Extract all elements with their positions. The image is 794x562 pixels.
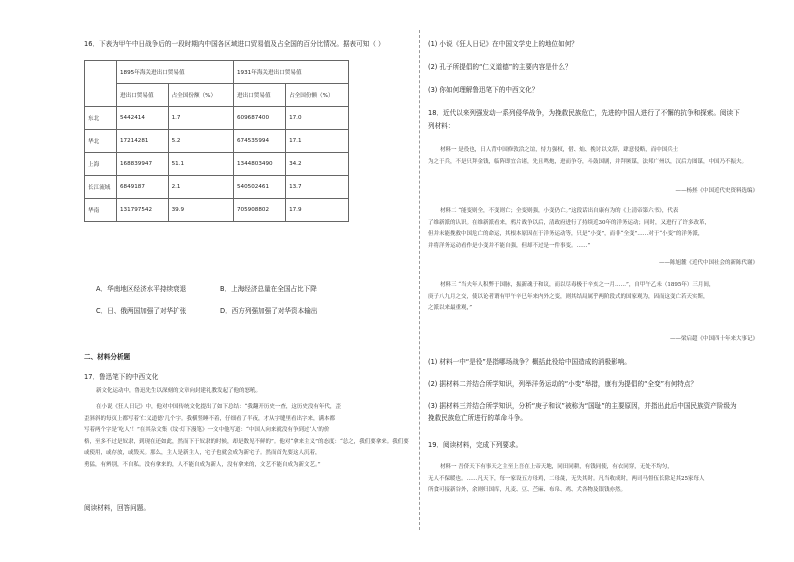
- text-line: 材料一 是役也，日人背中国修敦洽之谊，恃力强权，借、灿、挽讨以文辞，肆意侵略，而中国兵士: [440, 147, 679, 153]
- option-b[interactable]: B．上海经济总量在全国占比下降: [220, 285, 317, 293]
- question-18-line1: 18．近代以来列强发动一系列侵华战争，为挽救民族危亡，先进的中国人进行了不懈的抗争和探索。阅读下: [428, 109, 740, 117]
- material-18-1: [428, 145, 758, 168]
- header-1931: 1931年海关进出口贸易值: [234, 61, 349, 84]
- subheader-value-1931: 进出口贸易值: [234, 84, 286, 107]
- text-line: 了维新派的认识。在维新派看来，鸦片战争以后，清政府进行了持续近30年的洋务运动；同时，又进行了许多改革，: [428, 219, 711, 226]
- cell-value-1931: 705908802: [234, 199, 286, 222]
- citation-3: ——梁启超《中国四十年来大事记》: [669, 336, 758, 342]
- text-line: 无人不保暖也。……凡天下，每一家设五方母鸡，二母彘，无失其时。凡当收成时，两司马督伍长除足其25家每人: [428, 475, 705, 482]
- question-19: 19．阅读材料，完成下列要求。: [428, 441, 523, 449]
- material-19-1: [428, 462, 758, 497]
- row-region: 东北: [85, 107, 117, 130]
- text-line: 所食可接新谷外，余则归国库，凡麦、豆、苎麻、布帛、鸡、犬各物及银钱亦然。: [428, 487, 627, 494]
- question-17: 17．鲁迅笔下的中西文化: [84, 373, 159, 381]
- cell-value-1895: 5442414: [117, 107, 169, 130]
- cell-share-1931: 17.1: [286, 130, 349, 153]
- table-row: [85, 199, 349, 222]
- question-18-1: (1) 材料一中“是役”是指哪场战争？概括此役给中国造成的消极影响。: [428, 358, 631, 366]
- question-17-2: (2) 孔子所提倡的“仁义道德”的主要内容是什么？: [428, 63, 572, 71]
- question-17-3: (3) 你如何理解鲁迅笔下的中西文化？: [428, 86, 539, 94]
- question-18-2: (2) 据材料二并结合所学知识，列举洋务运动的“小变”举措，康有为提倡的“全变”有何特点？: [428, 380, 698, 388]
- text-line: 材料三 “当夫年人积弊于国脉，振新魂于和议，而以尽毒极于辛亥之一月……”，自甲午乙未（1895年）三月间，: [440, 282, 715, 288]
- text-line: 勇猛，有辨别，不自私。没有拿来的，人不能自成为新人，没有拿来的，文艺不能自成为新文艺。”: [84, 461, 321, 468]
- text-line: 并将洋务运动看作是小变并不能自强，但却不过是一件事变。……”: [428, 242, 591, 249]
- subheader-value-1895: 进出口贸易值: [117, 84, 169, 107]
- question-18-3-line2: 挽救民族危亡所进行的革命斗争。: [428, 414, 527, 422]
- cell-value-1895: 168839947: [117, 153, 169, 176]
- cell-share-1931: 17.9: [286, 199, 349, 222]
- table-row: [85, 153, 349, 176]
- cell-value-1931: 674535994: [234, 130, 286, 153]
- text-line: 歪斜斜的每页上都写着‘仁义道德’几个字。我横竖睡不着，仔细看了半夜，才从字缝里看出字来，满本都: [84, 415, 336, 422]
- cell-value-1931: 540502461: [234, 176, 286, 199]
- cell-share-1895: 39.9: [168, 199, 233, 222]
- text-line: 庚子八九月之交，使以论者谓有甲午辛巳年来内外之变，则其结局属乎两阶段式的国家观为，因而这变亡若天实斯，: [428, 293, 709, 300]
- subheader-share-1895: 占全国份额（%）: [168, 84, 233, 107]
- question-17-1: (1) 小说《狂人日记》在中国文学史上的地位如何？: [428, 40, 578, 48]
- cell-share-1895: 51.1: [168, 153, 233, 176]
- question-18: [428, 109, 758, 131]
- text-line: 但并未能挽救中国危亡的命运，其根本原因在于洋务运动等，只是“小变”，而非“全变”……对于“小变”的洋务派，: [428, 231, 704, 238]
- cell-share-1931: 34.2: [286, 153, 349, 176]
- section-heading: 二、材料分析题: [84, 353, 131, 361]
- column-divider: [419, 30, 420, 530]
- cell-value-1931: 609687400: [234, 107, 286, 130]
- table-row: [85, 107, 349, 130]
- citation-1: ——杨拯《中国近代史资料选编》: [675, 188, 758, 194]
- table-row: [85, 130, 349, 153]
- citation-2: ——陈旭麓《近代中国社会的新陈代谢》: [658, 260, 758, 266]
- text-line: 为之于兵，不是只拜金钱，临阵即宜合诸，先且鸣炮，进而争夺，斗鼓国剧，并拜厥谋，法邦广州以，汉后力图谋，中国乃不振夫。: [428, 158, 748, 165]
- text-line: 在小说《狂人日记》中，他对中国传统文化提出了如下总结：“我翻开历史一查，这历史没有年代，歪: [96, 404, 341, 410]
- cell-value-1895: 17214281: [117, 130, 169, 153]
- header-1895: 1895年海关进出口贸易值: [117, 61, 234, 84]
- option-d[interactable]: D．西方列强加强了对华资本输出: [220, 307, 318, 315]
- question-18-3: [428, 402, 758, 423]
- material-17-intro: 新文化运动中，鲁迅先生以深刻的文章向封建礼教发起了他的怒吼。: [96, 388, 262, 394]
- cell-share-1895: 1.7: [168, 107, 233, 130]
- cell-value-1931: 1344803490: [234, 153, 286, 176]
- cell-share-1895: 2.1: [168, 176, 233, 199]
- material-17-body: [84, 402, 416, 472]
- text-line: 材料一 吾侪天下有事天之主至上吾在上帝天地，同田同耕，有钱同使，有衣同穿，无处不均匀，: [440, 464, 673, 470]
- cell-share-1931: 13.7: [286, 176, 349, 199]
- text-line: 或使用，或存放，或毁灭。那么，主人是新主人，宅子也就会成为新宅子。然而首先要这人沉着，: [84, 450, 321, 457]
- trade-table: [84, 60, 349, 222]
- row-region: 上海: [85, 153, 117, 176]
- instruction-17: 阅读材料，回答问题。: [84, 504, 150, 512]
- material-18-3: [428, 280, 758, 315]
- subheader-share-1931: 占全国份额（%）: [286, 84, 349, 107]
- table-corner: [85, 61, 117, 107]
- question-18-line2: 列材料：: [428, 122, 455, 130]
- cell-share-1931: 17.0: [286, 107, 349, 130]
- cell-value-1895: 6849187: [117, 176, 169, 199]
- question-16: 16．下表为甲午中日战争后的一段时期内中国各区域进口贸易值及占全国的百分比情况。据表可知（ ）: [84, 40, 385, 48]
- cell-share-1895: 5.2: [168, 130, 233, 153]
- question-18-3-line1: (3) 据材料三并结合所学知识，分析“庚子和议”被称为“国耻”的主要原因，并指出此后中国民族资产阶级为: [428, 402, 737, 410]
- option-a[interactable]: A．华南地区经济水平持续衰退: [96, 285, 187, 293]
- cell-value-1895: 131797542: [117, 199, 169, 222]
- table-row: [85, 176, 349, 199]
- material-18-2: [428, 206, 758, 252]
- option-c[interactable]: C．日、俄两国加强了对华扩张: [96, 307, 187, 315]
- text-line: 格，至多不过是奴隶，到现在还如此，然而下于奴隶的时候，却是数见不鲜的”。他对“拿来主义”的态度：“总之，我们要拿来。我们要: [84, 438, 409, 445]
- text-line: 之派以来最重观，”: [428, 305, 473, 312]
- row-region: 华南: [85, 199, 117, 222]
- row-region: 长江流域: [85, 176, 117, 199]
- text-line: 材料二 “能变则全，不变则亡；全变则强，小变仍亡。”这段话出自康有为的《上清帝第六书》，代表: [440, 208, 679, 214]
- row-region: 华北: [85, 130, 117, 153]
- text-line: 写着两个字是‘吃人’！”在其杂文集《坟·灯下漫笔》一文中他写道：“中国人向来就没有争到过‘人’的价: [84, 427, 330, 434]
